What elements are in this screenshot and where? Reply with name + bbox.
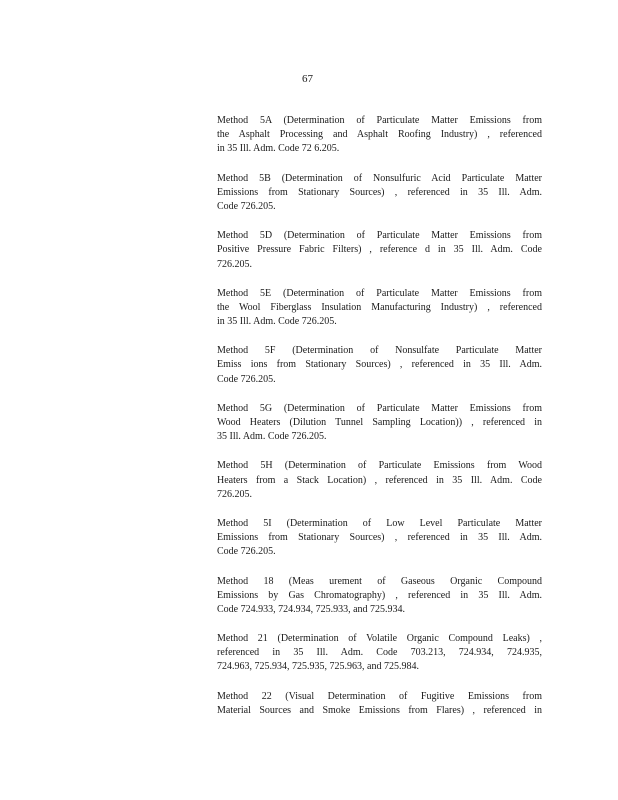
entry-line: 724.963, 725.934, 725.935, 725.963, and 725.984. [217,661,419,673]
entry-line: 35 Ill. Adm. Code 726.205. [217,431,327,443]
entry-line: 726.205. [217,258,252,270]
entry-line: Material Sources and Smoke Emissions from Flares) , referenced in [217,704,542,716]
entry-line: Method 5D (Determination of Particulate Matter Emissions from [217,230,542,242]
entry-line: Heaters from a Stack Location) , referenced in 35 Ill. Adm. Code [217,474,542,486]
method-entry-5h [217,459,542,502]
entry-line: Emissions by Gas Chromatography) , referenced in 35 Ill. Adm. [217,589,542,601]
method-entry-5f [217,344,542,387]
entry-line: Method 21 (Determination of Volatile Organic Compound Leaks) , [217,633,542,645]
entry-line: Method 5H (Determination of Particulate Emissions from Wood [217,460,542,472]
method-entry-5a [217,114,542,157]
method-entry-5b [217,172,542,215]
entry-line: 726.205. [217,488,252,500]
entry-line: Method 5A (Determination of Particulate Matter Emissions from [217,115,542,126]
entry-line: the Asphalt Processing and Asphalt Roofing Industry) , referenced [217,129,542,141]
entry-line: Method 5E (Determination of Particulate Matter Emissions from [217,287,542,299]
entry-line: Code 726.205. [217,200,276,212]
method-entry-5i [217,517,542,560]
entry-line: Method 5F (Determination of Nonsulfate Particulate Matter [217,345,542,357]
method-entry-18 [217,575,542,618]
method-entry-5d [217,229,542,272]
entry-line: Method 18 (Meas urement of Gaseous Organic Compound [217,575,542,587]
entry-line: in 35 Ill. Adm. Code 72 6.205. [217,143,340,155]
method-entry-22 [217,690,542,718]
method-reference-list [217,114,542,733]
method-entry-21 [217,632,542,675]
page-number: 67 [302,73,313,85]
entry-line: Emissions from Stationary Sources) , referenced in 35 Ill. Adm. [217,186,542,198]
method-entry-5e [217,287,542,330]
entry-line: referenced in 35 Ill. Adm. Code 703.213, 724.934, 724.935, [217,647,542,659]
entry-line: in 35 Ill. Adm. Code 726.205. [217,316,337,328]
entry-line: Emissions from Stationary Sources) , referenced in 35 Ill. Adm. [217,532,542,544]
entry-line: Code 726.205. [217,546,276,558]
entry-line: Method 22 (Visual Determination of Fugitive Emissions from [217,690,542,702]
entry-line: Code 724.933, 724.934, 725.933, and 725.934. [217,603,406,615]
entry-line: Positive Pressure Fabric Filters) , reference d in 35 Ill. Adm. Code [217,244,542,256]
entry-line: Method 5B (Determination of Nonsulfuric Acid Particulate Matter [217,172,542,184]
entry-line: the Wool Fiberglass Insulation Manufacturing Industry) , referenced [217,301,542,313]
entry-line: Emiss ions from Stationary Sources) , referenced in 35 Ill. Adm. [217,359,542,371]
entry-line: Wood Heaters (Dilution Tunnel Sampling Location)) , referenced in [217,417,542,428]
entry-line: Code 726.205. [217,373,276,385]
entry-line: Method 5G (Determination of Particulate Matter Emissions from [217,402,542,414]
method-entry-5g [217,402,542,445]
entry-line: Method 5I (Determination of Low Level Particulate Matter [217,517,542,529]
